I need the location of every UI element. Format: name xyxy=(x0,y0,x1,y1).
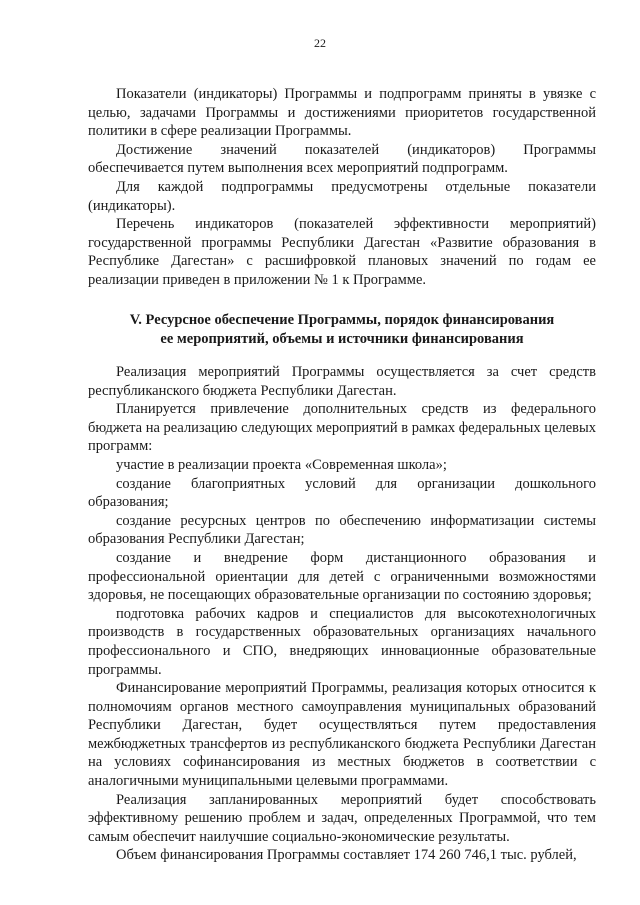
intro-text xyxy=(88,85,596,290)
list-item: подготовка рабочих кадров и специалистов для высокотехнологичных производств в государственных образовательных организациях начального профессионального и СПО, внедряющих инновационные образовательные программы. xyxy=(88,605,596,678)
list-item: создание благоприятных условий для организации дошкольного образования; xyxy=(88,475,596,511)
paragraph: Реализация запланированных мероприятий будет способствовать эффективному решению проблем и задач, определенных Программой, что тем самым обеспечит наилучшие социально-экономические результаты. xyxy=(88,791,596,845)
paragraph: Достижение значений показателей (индикаторов) Программы обеспечивается путем выполнения всех мероприятий подпрограмм. xyxy=(88,141,596,177)
page-number: 22 xyxy=(314,36,326,50)
paragraph: Планируется привлечение дополнительных средств из федерального бюджета на реализацию следующих мероприятий в рамках федеральных целевых программ: xyxy=(88,401,596,455)
list-item: создание ресурсных центров по обеспечению информатизации системы образования Республики Дагестан; xyxy=(88,512,596,548)
paragraph: Для каждой подпрограммы предусмотрены отдельные показатели (индикаторы). xyxy=(88,178,596,214)
list-item: создание и внедрение форм дистанционного образования и профессиональной ориентации для детей с ограниченными возможностями здоровья, не посещающих образовательные организации по состоянию здоровья; xyxy=(88,549,596,604)
list-item: участие в реализации проекта «Современная школа»; xyxy=(116,456,447,473)
paragraph: Реализация мероприятий Программы осуществляется за счет средств республиканского бюджета Республики Дагестан. xyxy=(88,364,596,399)
section-body xyxy=(88,363,596,865)
section-heading-line-1: V. Ресурсное обеспечение Программы, порядок финансирования xyxy=(129,312,555,328)
section-heading xyxy=(88,311,596,349)
paragraph: Объем финансирования Программы составляет 174 260 746,1 тыс. рублей, xyxy=(116,847,577,864)
section-heading-line-2: ее мероприятий, объемы и источники финансирования xyxy=(160,331,524,347)
paragraph: Финансирование мероприятий Программы, реализация которых относится к полномочиям органов местного самоуправления муниципальных образований Республики Дагестан, будет осуществляться путем предоставления межбюджетных трансфертов из республиканского бюджета Республики Дагестан на условиях софинансирования из местных бюджетов в соответствии с аналогичными муниципальными целевыми программами. xyxy=(88,680,596,790)
paragraph: Перечень индикаторов (показателей эффективности мероприятий) государственной программы Республики Дагестан «Развитие образования в Республике Дагестан» с расшифровкой плановых значений по годам ее реализации приведен в приложении № 1 к Программе. xyxy=(88,216,596,288)
paragraph: Показатели (индикаторы) Программы и подпрограмм приняты в увязке с целью, задачами Программы и достижениями приоритетов государственной политики в сфере реализации Программы. xyxy=(88,86,596,140)
